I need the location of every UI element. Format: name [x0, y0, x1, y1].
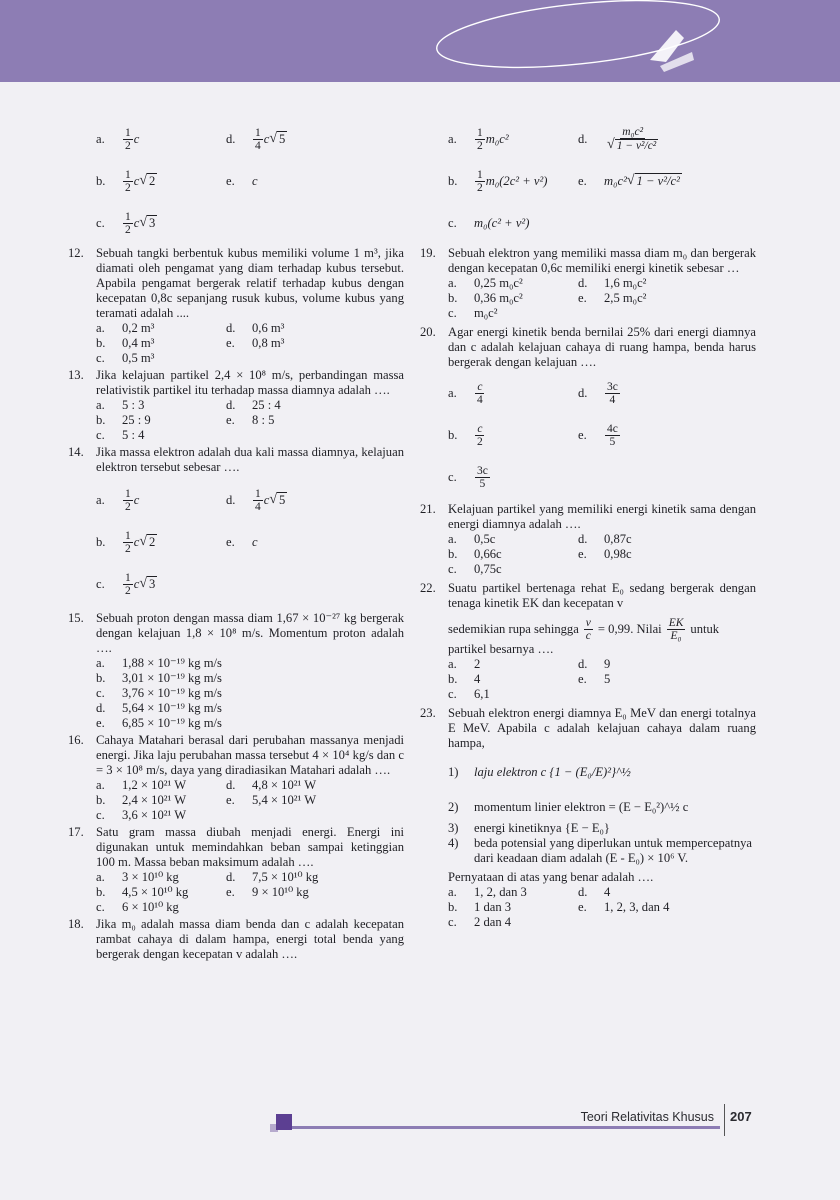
q16-option-d[interactable]: d. 4,8 × 10²¹ W: [226, 778, 317, 792]
q12-option-a[interactable]: a. 0,2 m³: [96, 321, 155, 335]
running-title: Teori Relativitas Khusus: [580, 1110, 714, 1124]
q19-option-d[interactable]: d. 1,6 m₀c²: [578, 276, 647, 290]
q18-option-b[interactable]: b. $\frac{1}{2}$ m₀(2c² + v²): [448, 168, 548, 194]
q18-option-a[interactable]: a. $\frac{1}{2}$ m₀c²: [448, 126, 509, 152]
q23-option-e[interactable]: e. 1, 2, 3, dan 4: [578, 900, 670, 914]
q11-option-d[interactable]: d. $\frac{1}{4}$ c √ 5: [226, 126, 286, 152]
q11-option-b[interactable]: b. $\frac{1}{2}$ c √ 2: [96, 168, 156, 194]
q23-statement-1: 1) laju elektron c {1 − (E₀/E)²}^½: [448, 765, 631, 779]
q12-option-b[interactable]: b. 0,4 m³: [96, 336, 155, 350]
question-23: 23. Sebuah elektron energi diamnya E₀ MeV dan energi totalnya E MeV. Apabila c adalah kelajuan cahaya dalam ruang hampa, 1) laju elektron c {1 − (E₀/E)²}^½ 2) momentum linier elektron = (E − E₀²)^½ c 3) energi kinetiknya {E − E₀} 4) beda potensial yang diperlukan untuk mempercepatnya dari keadaan diam adalah (E - E₀) × 10⁶ V. Pernyataan di atas yang benar adalah …. a. 1, 2, dan 3 d. 4 b. 1 dan 3 e. 1, 2, 3, dan 4 c. 2 dan 4: [420, 706, 756, 929]
q20-option-d[interactable]: d. $\frac{3c}{4}$: [578, 380, 618, 406]
q22-option-d[interactable]: d. 9: [578, 657, 611, 671]
q22-option-b[interactable]: b. 4: [448, 672, 481, 686]
q17-option-b[interactable]: b. 4,5 × 10¹⁰ kg: [96, 885, 189, 899]
q21-option-b[interactable]: b. 0,66c: [448, 547, 502, 561]
q15-option-c[interactable]: c. 3,76 × 10⁻¹⁹ kg m/s: [96, 686, 222, 700]
q14-option-c[interactable]: c. $\frac{1}{2}$ c √ 3: [96, 571, 156, 597]
q13-option-b[interactable]: b. 25 : 9: [96, 413, 151, 427]
q19-option-b[interactable]: b. 0,36 m₀c²: [448, 291, 523, 305]
footer-separator: [724, 1104, 725, 1136]
q18-option-e[interactable]: e. m₀c² √ 1 − v²/c²: [578, 173, 680, 188]
question-14: 14. Jika massa elektron adalah dua kali massa diamnya, kelajuan elektron tersebut sebesar …. a. $\frac{1}{2}$ c d. $\frac{1}{4}$ c √ 5 b. $\frac{1}{2}$ c √ 2 e. c c. $\frac{1}{2}$ c √ 3: [68, 445, 404, 605]
q19-option-a[interactable]: a. 0,25 m₀c²: [448, 276, 523, 290]
q21-option-a[interactable]: a. 0,5c: [448, 532, 496, 546]
q14-option-a[interactable]: a. $\frac{1}{2}$ c: [96, 487, 140, 513]
q11-option-e[interactable]: e. c: [226, 173, 258, 188]
q20-option-b[interactable]: b. $\frac{c}{2}$: [448, 422, 483, 448]
q11-option-a[interactable]: a. $\frac{1}{2}$ c: [96, 126, 140, 152]
q14-option-e[interactable]: e. c: [226, 534, 258, 549]
header-band: [0, 0, 840, 82]
q23-statement-4: 4) beda potensial yang diperlukan untuk mempercepatnya dari keadaan diam adalah (E - E₀) × 10⁶ V.: [448, 836, 753, 865]
question-18-options: [420, 118, 756, 244]
q17-option-d[interactable]: d. 7,5 × 10¹⁰ kg: [226, 870, 319, 884]
q13-option-e[interactable]: e. 8 : 5: [226, 413, 275, 427]
q23-option-a[interactable]: a. 1, 2, dan 3: [448, 885, 527, 899]
q17-option-a[interactable]: a. 3 × 10¹⁰ kg: [96, 870, 179, 884]
question-15: 15. Sebuah proton dengan massa diam 1,67 × 10⁻²⁷ kg bergerak dengan kelajuan 1,8 × 10⁸ m/s. Momentum proton adalah …. a. 1,88 × 10⁻¹⁹ kg m/s b. 3,01 × 10⁻¹⁹ kg m/s c. 3,76 × 10⁻¹⁹ kg m/s d. 5,64 × 10⁻¹⁹ kg m/s e. 6,85 × 10⁻¹⁹ kg m/s: [68, 611, 404, 730]
q21-option-d[interactable]: d. 0,87c: [578, 532, 632, 546]
left-column: [68, 118, 404, 962]
q23-option-b[interactable]: b. 1 dan 3: [448, 900, 512, 914]
q15-option-e[interactable]: e. 6,85 × 10⁻¹⁹ kg m/s: [96, 716, 222, 730]
question-18: 18. Jika m₀ adalah massa diam benda dan c adalah kecepatan rambat cahaya di dalam hampa, energi total benda yang bergerak dengan kecepatan v adalah ….: [68, 917, 404, 961]
q15-option-a[interactable]: a. 1,88 × 10⁻¹⁹ kg m/s: [96, 656, 222, 670]
q14-option-d[interactable]: d. $\frac{1}{4}$ c √ 5: [226, 487, 286, 513]
question-16: 16. Cahaya Matahari berasal dari perubahan massanya menjadi energi. Jika laju perubahan massa tersebut 4 × 10⁴ kg/s dan c = 3 × 10⁸ m/s, daya yang diradiasikan Matahari adalah …. a. 1,2 × 10²¹ W d. 4,8 × 10²¹ W b. 2,4 × 10²¹ W e. 5,4 × 10²¹ W c. 3,6 × 10²¹ W: [68, 733, 404, 822]
q11-option-c[interactable]: c. $\frac{1}{2}$ c √ 3: [96, 210, 156, 236]
q16-option-e[interactable]: e. 5,4 × 10²¹ W: [226, 793, 317, 807]
q22-option-c[interactable]: c. 6,1: [448, 687, 490, 701]
q16-option-b[interactable]: b. 2,4 × 10²¹ W: [96, 793, 187, 807]
header-decoration: [0, 0, 840, 82]
q16-option-c[interactable]: c. 3,6 × 10²¹ W: [96, 808, 187, 822]
question-17: 17. Satu gram massa diubah menjadi energi. Energi ini digunakan untuk memindahkan beban sampai ketinggian 100 m. Massa beban maksimum adalah …. a. 3 × 10¹⁰ kg d. 7,5 × 10¹⁰ kg b. 4,5 × 10¹⁰ kg e. 9 × 10¹⁰ kg c. 6 × 10¹⁰ kg: [68, 825, 404, 914]
question-13: 13. Jika kelajuan partikel 2,4 × 10⁸ m/s, perbandingan massa relativistik partikel itu terhadap massa diamnya adalah …. a. 5 : 3 d. 25 : 4 b. 25 : 9 e. 8 : 5 c. 5 : 4: [68, 368, 404, 442]
q15-option-b[interactable]: b. 3,01 × 10⁻¹⁹ kg m/s: [96, 671, 222, 685]
q23-option-c[interactable]: c. 2 dan 4: [448, 915, 512, 929]
right-column: [420, 118, 756, 930]
q20-option-c[interactable]: c. $\frac{3c}{5}$: [448, 464, 488, 490]
q12-option-d[interactable]: d. 0,6 m³: [226, 321, 285, 335]
q17-option-c[interactable]: c. 6 × 10¹⁰ kg: [96, 900, 179, 914]
question-21: 21. Kelajuan partikel yang memiliki energi kinetik sama dengan energi diamnya adalah …. a. 0,5c d. 0,87c b. 0,66c e. 0,98c c. 0,75c: [420, 502, 756, 576]
q12-option-e[interactable]: e. 0,8 m³: [226, 336, 285, 350]
q19-option-c[interactable]: c. m₀c²: [448, 306, 498, 320]
q14-option-b[interactable]: b. $\frac{1}{2}$ c √ 2: [96, 529, 156, 555]
q22-option-e[interactable]: e. 5: [578, 672, 611, 686]
q13-option-c[interactable]: c. 5 : 4: [96, 428, 145, 442]
question-20: 20. Agar energi kinetik benda bernilai 25% dari energi diamnya dan c adalah kelajuan cahaya di ruang hampa, benda harus bergerak dengan kelajuan …. a. $\frac{c}{4}$ d. $\frac{3c}{4}$ b. $\frac{c}{2}$ e. $\frac{4c}{5}$ c. $\frac{3c}{5}$: [420, 325, 756, 498]
q16-option-a[interactable]: a. 1,2 × 10²¹ W: [96, 778, 187, 792]
q20-option-a[interactable]: a. $\frac{c}{4}$: [448, 380, 483, 406]
q19-option-e[interactable]: e. 2,5 m₀c²: [578, 291, 647, 305]
question-19: 19. Sebuah elektron yang memiliki massa diam m₀ dan bergerak dengan kecepatan 0,6c memiliki energi kinetik sebesar … a. 0,25 m₀c² d. 1,6 m₀c² b. 0,36 m₀c² e. 2,5 m₀c² c. m₀c²: [420, 246, 756, 320]
footer-decor-square: [276, 1114, 292, 1130]
q17-option-e[interactable]: e. 9 × 10¹⁰ kg: [226, 885, 309, 899]
q22-option-a[interactable]: a. 2: [448, 657, 481, 671]
q20-option-e[interactable]: e. $\frac{4c}{5}$: [578, 422, 618, 448]
q18-option-d[interactable]: d. m₀c² √ 1 − v²/c²: [578, 126, 657, 152]
q13-option-d[interactable]: d. 25 : 4: [226, 398, 281, 412]
question-11-options: [68, 118, 404, 244]
q23-statement-3: 3) energi kinetiknya {E − E₀}: [448, 821, 610, 835]
q12-option-c[interactable]: c. 0,5 m³: [96, 351, 155, 365]
question-12: 12. Sebuah tangki berbentuk kubus memiliki volume 1 m³, jika diamati oleh pengamat yang diam terhadap kubus tersebut. Apabila pengamat bergerak relatif terhadap kubus dengan kecepatan 0,8c sepanjang rusuk kubus, volume kubus yang teramati adalah .... a. 0,2 m³ d. 0,6 m³ b. 0,4 m³ e. 0,8 m³ c. 0,5 m³: [68, 246, 404, 365]
q18-option-c[interactable]: c. m₀(c² + v²): [448, 215, 530, 230]
q13-option-a[interactable]: a. 5 : 3: [96, 398, 145, 412]
question-22: 22. Suatu partikel bertenaga rehat E₀ sedang bergerak dengan tenaga kinetik EK dan kecepatan v sedemikian rupa sehingga $\frac{v}{c}$ = 0,99. Nilai $\frac{EK}{\text{E₀}}$ untuk partikel besarnya …. a. 2 d. 9 b. 4 e. 5 c. 6,1: [420, 581, 756, 701]
q23-statement-2: 2) momentum linier elektron = (E − E₀²)^½ c: [448, 800, 689, 814]
footer-rule: [292, 1126, 720, 1129]
q15-option-d[interactable]: d. 5,64 × 10⁻¹⁹ kg m/s: [96, 701, 222, 715]
page-number: 207: [730, 1109, 752, 1124]
q23-option-d[interactable]: d. 4: [578, 885, 611, 899]
q21-option-e[interactable]: e. 0,98c: [578, 547, 632, 561]
q21-option-c[interactable]: c. 0,75c: [448, 562, 502, 576]
